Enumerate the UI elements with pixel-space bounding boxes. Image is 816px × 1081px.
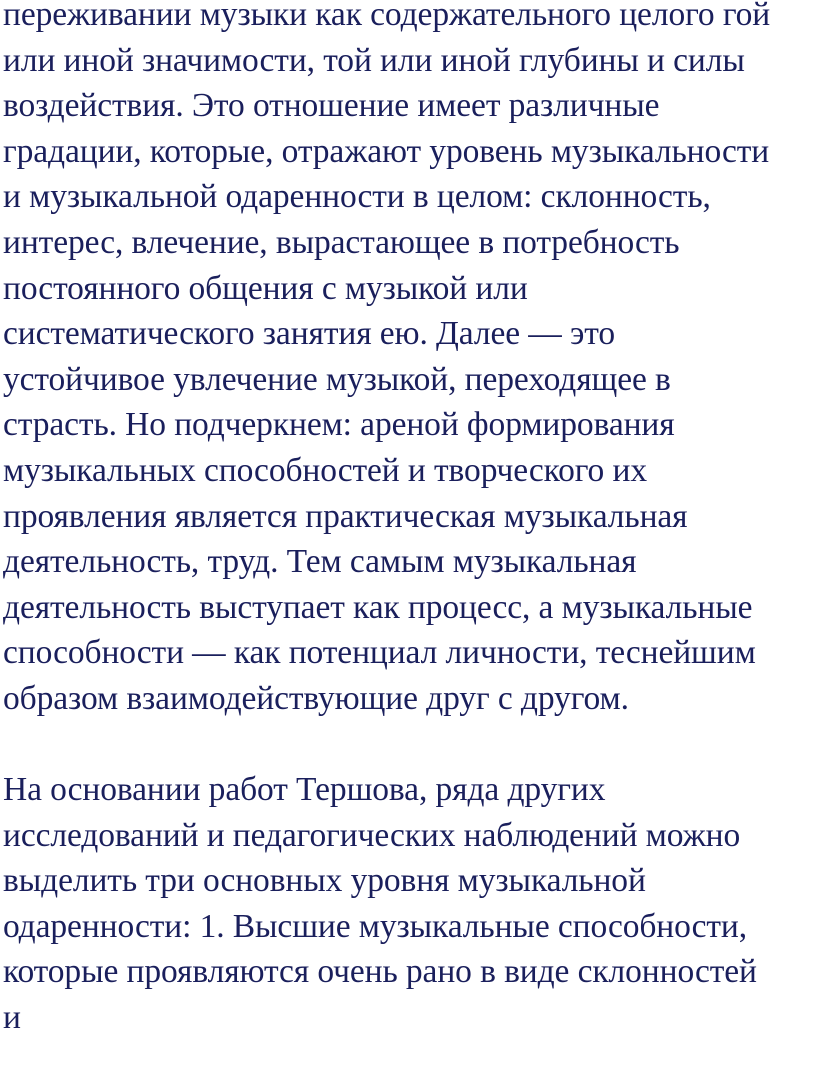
text-line: и xyxy=(3,999,21,1037)
text-line: систематического занятия ею. Далее — это xyxy=(3,315,615,353)
paragraph-2 xyxy=(3,767,813,1041)
text-line: градации, которые, отражают уровень музыкальности xyxy=(3,132,770,170)
text-line: способности — как потенциал личности, теснейшим xyxy=(3,634,756,672)
text-line: проявления является практическая музыкальная xyxy=(3,497,688,535)
text-line: деятельность, труд. Тем самым музыкальная xyxy=(3,543,637,581)
text-line: устойчивое увлечение музыкой, переходящее в xyxy=(3,360,671,398)
text-line: или иной значимости, той или иной глубины и силы xyxy=(3,41,745,79)
text-line: воздействия. Это отношение имеет различные xyxy=(3,87,660,125)
text-line: выделить три основных уровня музыкальной xyxy=(3,862,646,900)
text-line: постоянного общения с музыкой или xyxy=(3,269,528,307)
text-line: и музыкальной одаренности в целом: склонность, xyxy=(3,178,711,216)
text-line: которые проявляются очень рано в виде склонностей xyxy=(3,953,757,991)
text-line: страсть. Но подчеркнем: ареной формирования xyxy=(3,406,675,444)
text-line: деятельность выступает как процесс, а музыкальные xyxy=(3,588,753,626)
text-line: музыкальных способностей и творческого их xyxy=(3,451,647,489)
text-line: переживании музыки как содержательного целого гой xyxy=(3,0,771,33)
text-line: На основании работ Тершова, ряда других xyxy=(3,771,606,809)
text-line: исследований и педагогических наблюдений можно xyxy=(3,816,741,854)
text-line: интерес, влечение, вырастающее в потребность xyxy=(3,223,680,261)
text-line: одаренности: 1. Высшие музыкальные способности, xyxy=(3,907,748,945)
paragraph-1 xyxy=(3,0,813,722)
document-page xyxy=(3,0,813,1041)
text-line: образом взаимодействующие друг с другом. xyxy=(3,679,629,717)
paragraph-gap xyxy=(3,722,813,768)
